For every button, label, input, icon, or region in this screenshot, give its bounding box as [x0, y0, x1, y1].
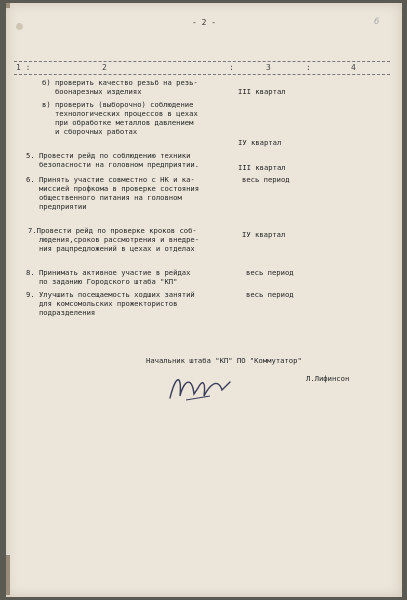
text-line: и сборочных работах [42, 127, 138, 136]
text-line: миссией профкома в проверке состояния [26, 184, 200, 193]
column-header: 3 [266, 63, 271, 72]
edge-mark [6, 3, 10, 8]
text-line: Л.Лифинсон [306, 374, 350, 383]
text-line: III квартал [238, 163, 286, 172]
text-line: 7.Провести рейд по проверке кроков соб- [28, 226, 197, 235]
text-line: при обработке металлов давлением [42, 118, 194, 127]
text-line: 8. Принимать активное участие в рейдах [26, 268, 191, 277]
handwritten-signature [166, 370, 236, 406]
text-line: 5. Провести рейд по соблюдению техники [26, 151, 191, 160]
column-header: 1 : [16, 63, 31, 72]
text-line: IУ квартал [238, 138, 282, 147]
text-line: ния рацпредложений в цехах и отделах [26, 244, 195, 253]
text-line: 9. Улучшить посещаемость ходших занятий [26, 290, 195, 299]
text-line: общественного питания на головном [26, 193, 182, 202]
text-line: по заданию Городского штаба "КП" [26, 277, 178, 286]
text-line: 6. Принять участие совместно с НК и ка- [26, 175, 195, 184]
column-header: : [229, 63, 234, 72]
text-line: III квартал [238, 87, 286, 96]
text-line: весь период [242, 175, 290, 184]
column-header: 2 [102, 63, 107, 72]
text-line: подразделения [26, 308, 96, 317]
column-header: 4 [351, 63, 356, 72]
text-line: технологических процессов в цехах [42, 109, 198, 118]
text-line: б) проверить качество резьб на резь- [42, 78, 198, 87]
text-line: безопасности на головном предприятии. [26, 160, 200, 169]
column-header-row [14, 61, 390, 75]
text-line: предприятии [26, 202, 87, 211]
edge-mark [6, 555, 10, 595]
text-line: для комсомольских прожектористов [26, 299, 178, 308]
page-number: - 2 - [191, 18, 217, 27]
text-line: весь период [246, 290, 294, 299]
column-header: : [306, 63, 311, 72]
text-line: Начальник штаба "КП" ПО "Коммутатор" [146, 356, 302, 365]
pencil-mark: 6 [374, 17, 380, 27]
text-line: в) проверить (выборочно) соблюдение [42, 100, 194, 109]
text-line: IУ квартал [242, 230, 286, 239]
text-line: боонарезных изделиях [42, 87, 142, 96]
text-line: людения,сроков рассмотрения и внедре- [26, 235, 200, 244]
text-line: весь период [246, 268, 294, 277]
document-page [6, 3, 402, 597]
